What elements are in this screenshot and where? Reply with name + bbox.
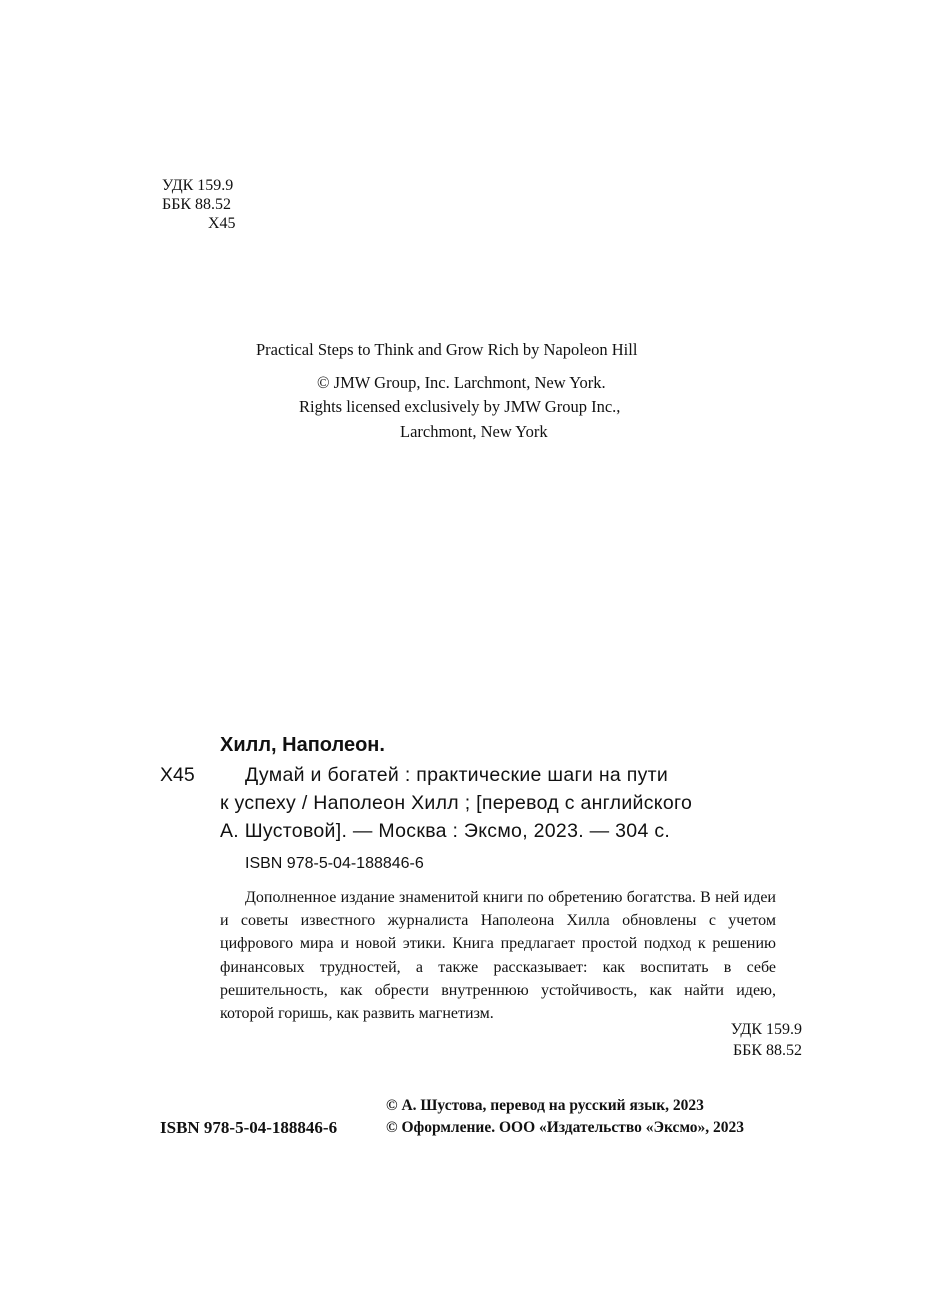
original-title-line: Practical Steps to Think and Grow Rich by Napoleon Hill [256,340,638,359]
bib-line-1: Думай и богатей : практические шаги на пути [245,764,669,786]
top-classification [162,176,236,233]
author-heading: Хилл, Наполеон. [220,734,385,756]
copyright-translation: © А. Шустова, перевод на русский язык, 2023 [386,1097,704,1114]
bbk-code: ББК 88.52 [162,196,232,213]
copyright-design: © Оформление. ООО «Издательство «Эксмо», 2023 [386,1119,745,1136]
bottom-udk-code: УДК 159.9 [730,1021,802,1038]
annotation-text: Дополненное издание знаменитой книги по обретению богатства. В ней идеи и советы известного журналиста Наполеона Хилла обновлены с учетом цифрового мира и новой этики. Книга предлагает простой подход к решению финансовых трудностей, а также рассказывает: как воспитать в себе решительность, как обрести внутреннюю устойчивость, как найти идею, которой горишь, как развить магнетизм. [220,889,776,1023]
udk-code: УДК 159.9 [162,177,234,194]
author-mark: Х45 [208,215,236,232]
original-rights-line: Rights licensed exclusively by JMW Group Inc., [299,397,621,416]
bib-line-3: А. Шустовой]. — Москва : Эксмо, 2023. — 304 с. [220,820,671,842]
original-copyright-line: © JMW Group, Inc. Larchmont, New York. [317,373,606,392]
bottom-classification [690,1019,802,1061]
original-place-line: Larchmont, New York [400,422,548,441]
catalog-isbn: ISBN 978-5-04-188846-6 [245,855,424,872]
bib-line-2: к успеху / Наполеон Хилл ; [перевод с английского [220,792,693,814]
bottom-bbk-code: ББК 88.52 [732,1042,802,1059]
catalog-author-mark: Х45 [160,764,195,786]
imprint-isbn: ISBN 978-5-04-188846-6 [160,1118,338,1137]
